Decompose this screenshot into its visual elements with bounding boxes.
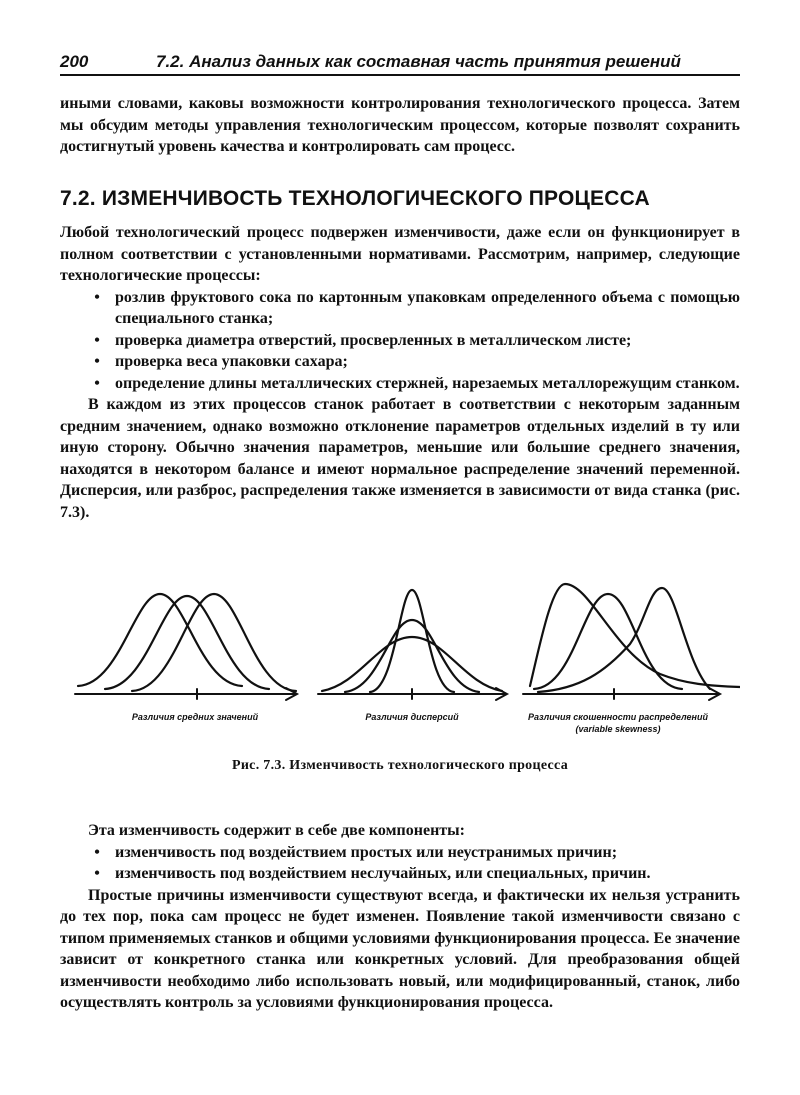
figure-caption: Рис. 7.3. Изменчивость технологического процесса: [231, 758, 569, 773]
panel-label-variances: Различия дисперсий: [365, 712, 459, 722]
list-item: [60, 863, 740, 885]
list-item-text: определение длины металлических стержней, нарезаемых металлорежущим станком.: [115, 374, 740, 392]
distribution-curve-medium: [345, 620, 479, 692]
panel-label-skewness: Различия скошенности распределений (variable skewness): [528, 712, 708, 734]
running-title: 7.2. Анализ данных как составная часть принятия решений: [156, 52, 681, 71]
distribution-curve-narrow: [370, 590, 454, 692]
list-item: [60, 287, 740, 330]
bullet-icon: •: [94, 843, 100, 861]
list-item: [60, 373, 740, 395]
process-list: [60, 287, 740, 395]
intro-text: [60, 93, 740, 158]
distribution-curve-wide: [322, 637, 502, 691]
list-item: [60, 842, 740, 864]
bullet-icon: •: [94, 865, 100, 882]
list-item: [60, 330, 740, 352]
panel-means: [75, 594, 297, 700]
panel-skewness: [523, 584, 740, 700]
lead-sentence: Эта изменчивость содержит в себе две компоненты:: [88, 822, 465, 839]
bullet-icon: •: [94, 288, 100, 306]
list-item-text: розлив фруктового сока по картонным упаковкам определенного объема с помощью специального станка;: [115, 288, 740, 327]
bullet-icon: •: [94, 374, 100, 392]
list-item-text: проверка веса упаковки сахара;: [115, 353, 348, 370]
distribution-curve-center: [105, 596, 269, 689]
distribution-curve-right: [132, 594, 296, 691]
bullet-icon: •: [94, 331, 100, 349]
list-item-text: проверка диаметра отверстий, просверленных в металлическом листе;: [115, 331, 632, 349]
intro-paragraph: иными словами, каковы возможности контролирования технологического процесса. Затем мы обсудим методы управления технологическим процессом, которые позволят сохранить достигнутый уровень качества и контролировать сам процесс.: [60, 95, 740, 155]
bullet-icon: •: [94, 353, 100, 370]
paragraph-2: В каждом из этих процессов станок работает в соответствии с некоторым заданным средним значением, однако возможно отклонение параметров отдельных изделий в ту или иную сторону. Обычно значения параметров, меньшие или большие среднего значения, находятся в некотором балансе и имеют нормальное распределение значений переменной. Дисперсия, или разброс, распределения также изменяется в зависимости от вида станка (рис. 7.3).: [60, 396, 740, 521]
list-item-text: изменчивость под воздействием неслучайных, или специальных, причин.: [115, 865, 651, 882]
paragraph-3: Простые причины изменчивости существуют всегда, и фактически их нельзя устранить до тех пор, пока сам процесс не будет изменен. Появление такой изменчивости связано с типом применяемых станков и общими условиями функционирования процесса. Ее значение зависит от конкретного станка или конкретных условий. Для преобразования общей изменчивости необходимо либо использовать новый, или модифицированный, станок, либо осуществлять контроль за условиями функционирования процесса.: [60, 886, 740, 1011]
paragraph-1: Любой технологический процесс подвержен изменчивости, даже если он функционирует в полном соответствии с установленными нормативами. Рассмотрим, например, следующие технологические процессы:: [60, 224, 740, 284]
section-body: [60, 222, 740, 523]
skewed-curve-left: [538, 588, 710, 692]
list-item: [60, 351, 740, 373]
running-header: [60, 50, 740, 76]
list-item-text: изменчивость под воздействием простых или неустранимых причин;: [115, 843, 618, 861]
continuation-text: [60, 820, 740, 1014]
component-list: [60, 842, 740, 885]
panel-label-means: Различия средних значений: [131, 712, 259, 722]
figure-7-3: [60, 574, 740, 744]
panel-variances: [318, 590, 507, 700]
page-number: 200: [60, 52, 89, 71]
section-heading: 7.2. ИЗМЕНЧИВОСТЬ ТЕХНОЛОГИЧЕСКОГО ПРОЦЕССА: [60, 187, 650, 210]
